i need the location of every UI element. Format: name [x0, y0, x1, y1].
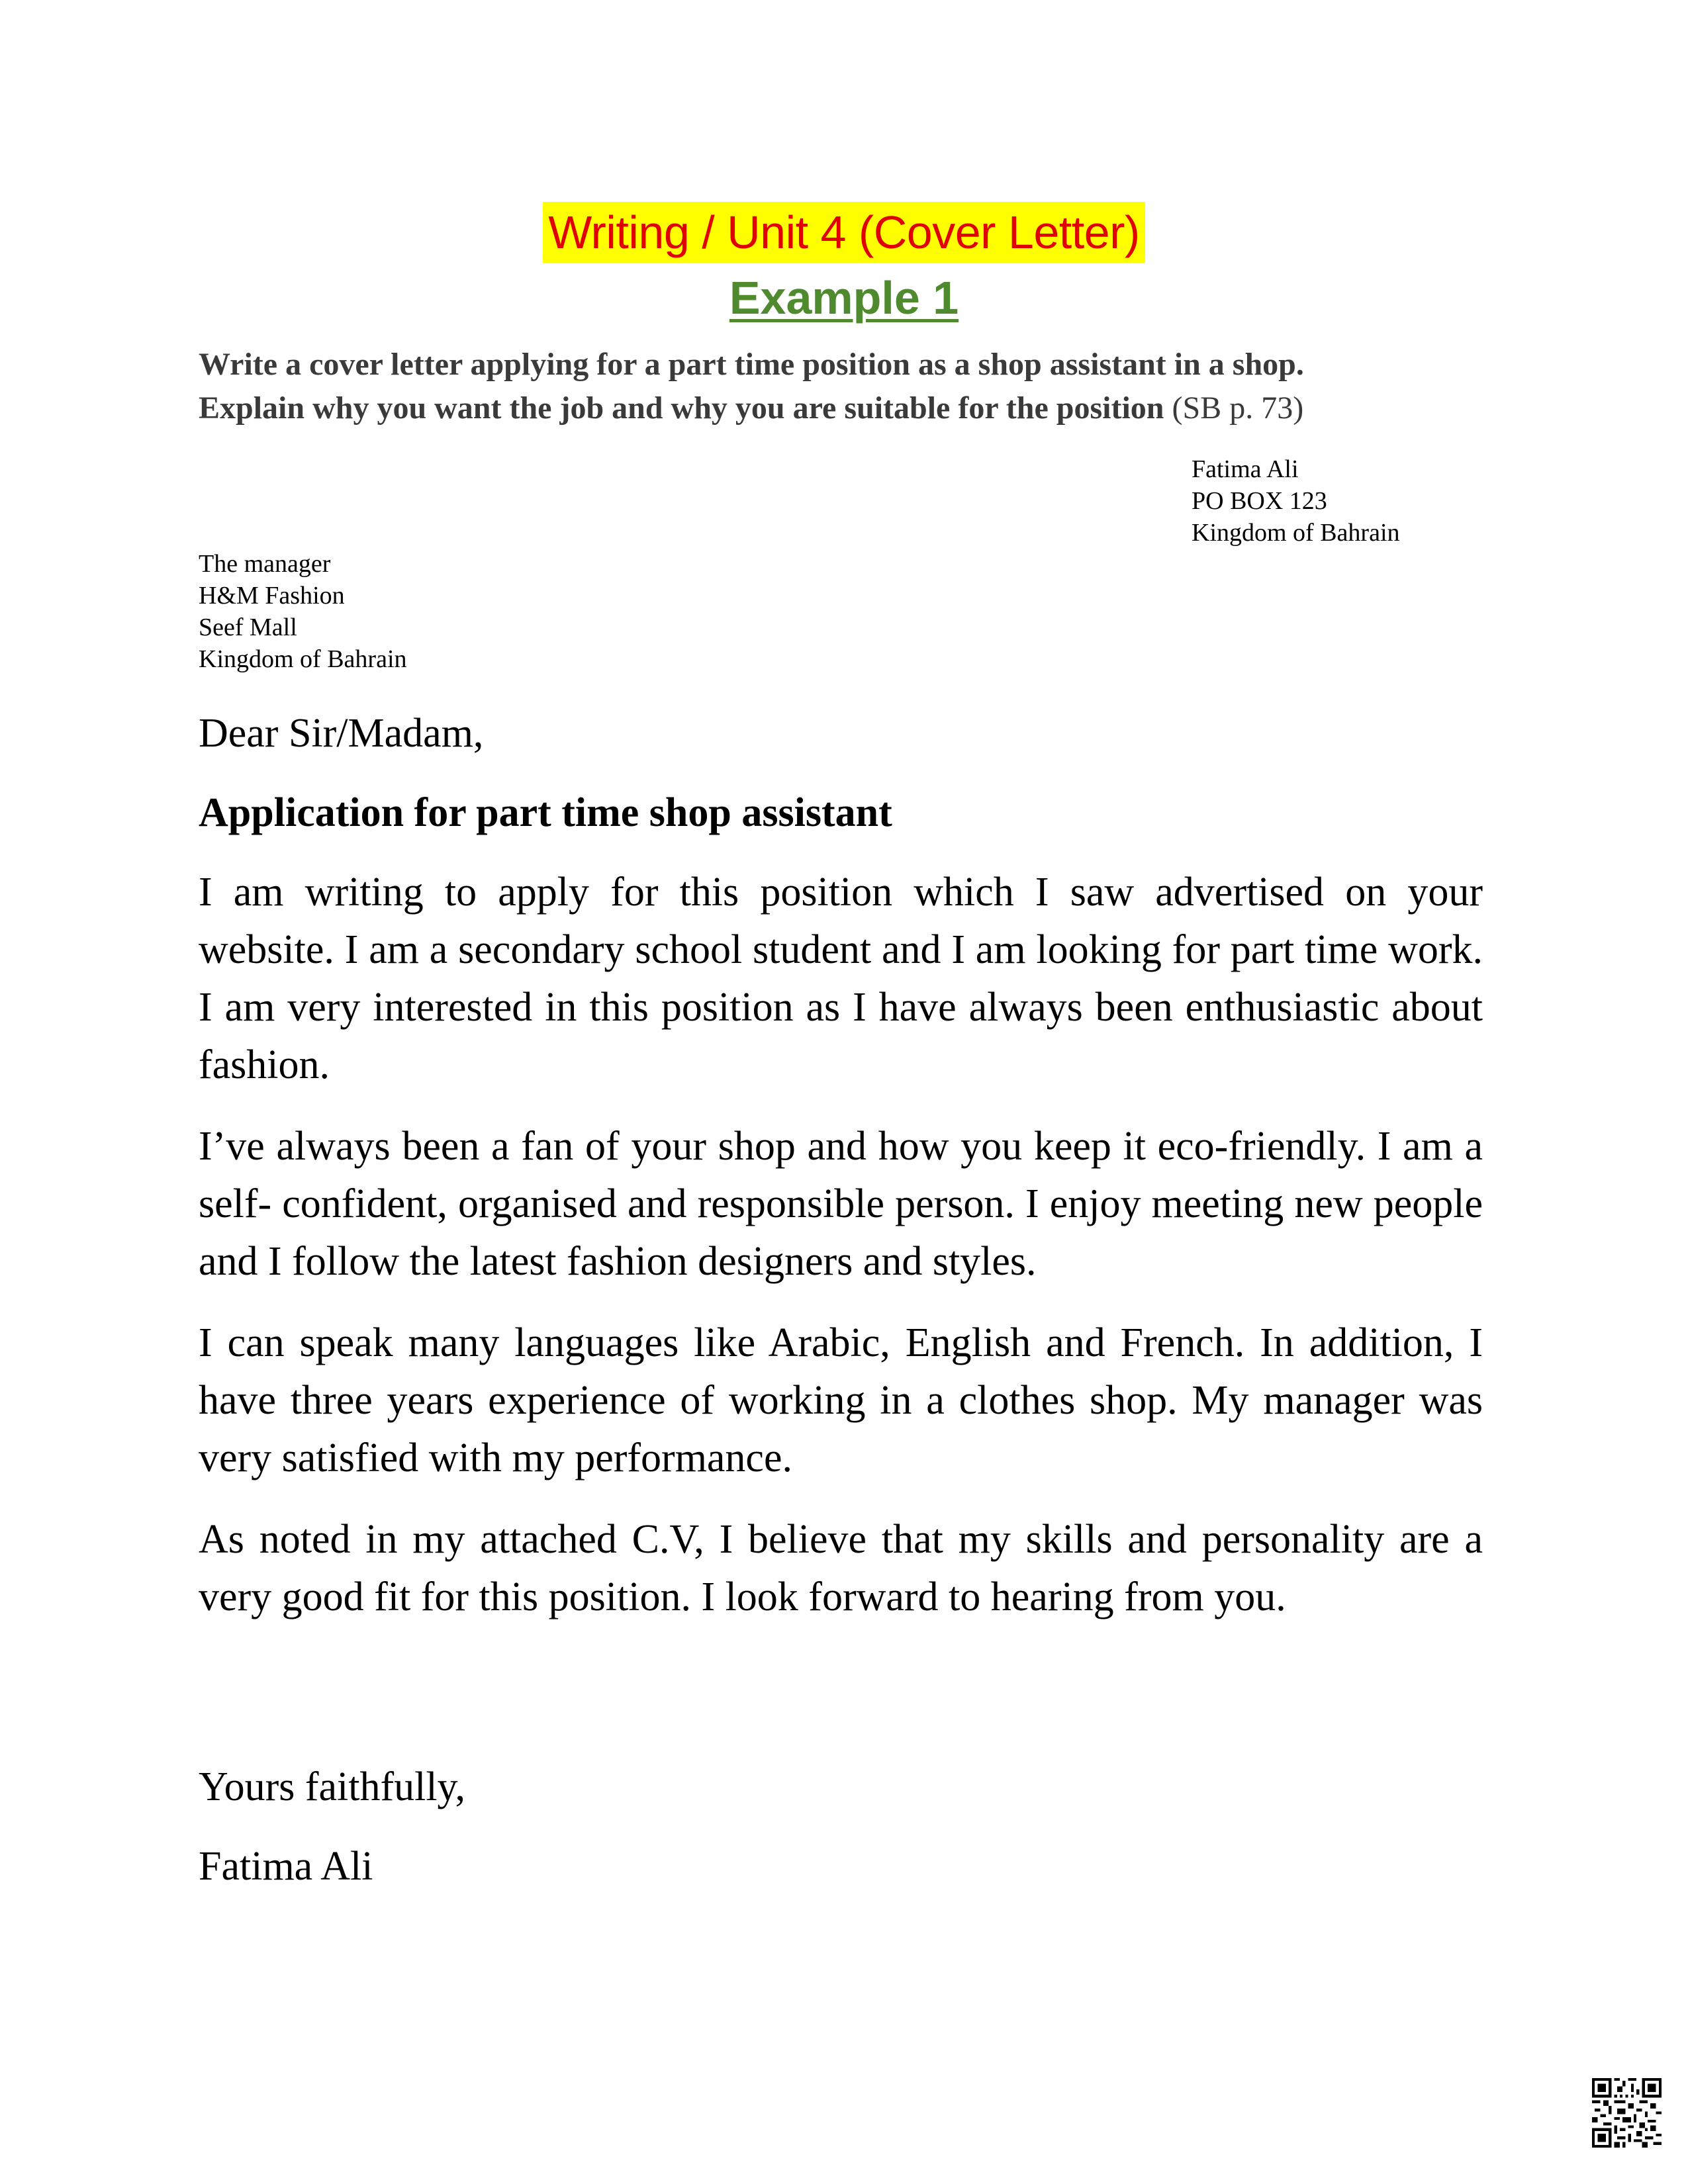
recipient-country: Kingdom of Bahrain — [199, 645, 407, 673]
letter-subject: Application for part time shop assistant — [199, 790, 892, 835]
example-heading: Example 1 — [729, 272, 959, 324]
body-paragraph: I am writing to apply for this position which I saw advertised on your website. I am a secondary school student and I am looking for part time work. I am very interested in this position as I have always been enthusiastic about fashion. — [199, 870, 1483, 1087]
subtitle-wrapper — [0, 270, 1688, 326]
prompt-reference: (SB p. 73) — [1164, 390, 1304, 426]
qr-code-icon — [1592, 2078, 1662, 2148]
body-paragraph: I’ve always been a fan of your shop and how you keep it eco-friendly. I am a self- confident, organised and responsible person. I enjoy meeting new people and I follow the latest fashion designers and styles. — [199, 1124, 1483, 1284]
sender-country: Kingdom of Bahrain — [1192, 519, 1400, 547]
body-paragraph: As noted in my attached C.V, I believe that my skills and personality are a very good fit for this position. I look forward to hearing from you. — [199, 1517, 1483, 1619]
body-paragraph: I can speak many languages like Arabic, English and French. In addition, I have three years experience of working in a clothes shop. My manager was very satisfied with my performance. — [199, 1320, 1483, 1480]
prompt-line-2-bold: Explain why you want the job and why you are suitable for the position — [199, 390, 1164, 426]
salutation: Dear Sir/Madam, — [199, 711, 484, 756]
sender-address — [1192, 453, 1400, 549]
letter-closing: Yours faithfully, — [199, 1764, 466, 1809]
prompt-line-2 — [199, 387, 1489, 430]
recipient-address — [199, 548, 407, 675]
sender-po-box: PO BOX 123 — [1192, 487, 1327, 515]
recipient-title: The manager — [199, 550, 331, 578]
page-title: Writing / Unit 4 (Cover Letter) — [543, 202, 1145, 263]
task-prompt — [199, 343, 1489, 430]
sender-name: Fatima Ali — [1192, 455, 1299, 483]
letter-signature: Fatima Ali — [199, 1844, 373, 1889]
prompt-line-1: Write a cover letter applying for a part time position as a shop assistant in a shop. — [199, 347, 1304, 382]
recipient-company: H&M Fashion — [199, 582, 345, 610]
recipient-location: Seef Mall — [199, 614, 297, 641]
title-wrapper — [0, 202, 1688, 263]
letter-body — [199, 864, 1483, 1650]
